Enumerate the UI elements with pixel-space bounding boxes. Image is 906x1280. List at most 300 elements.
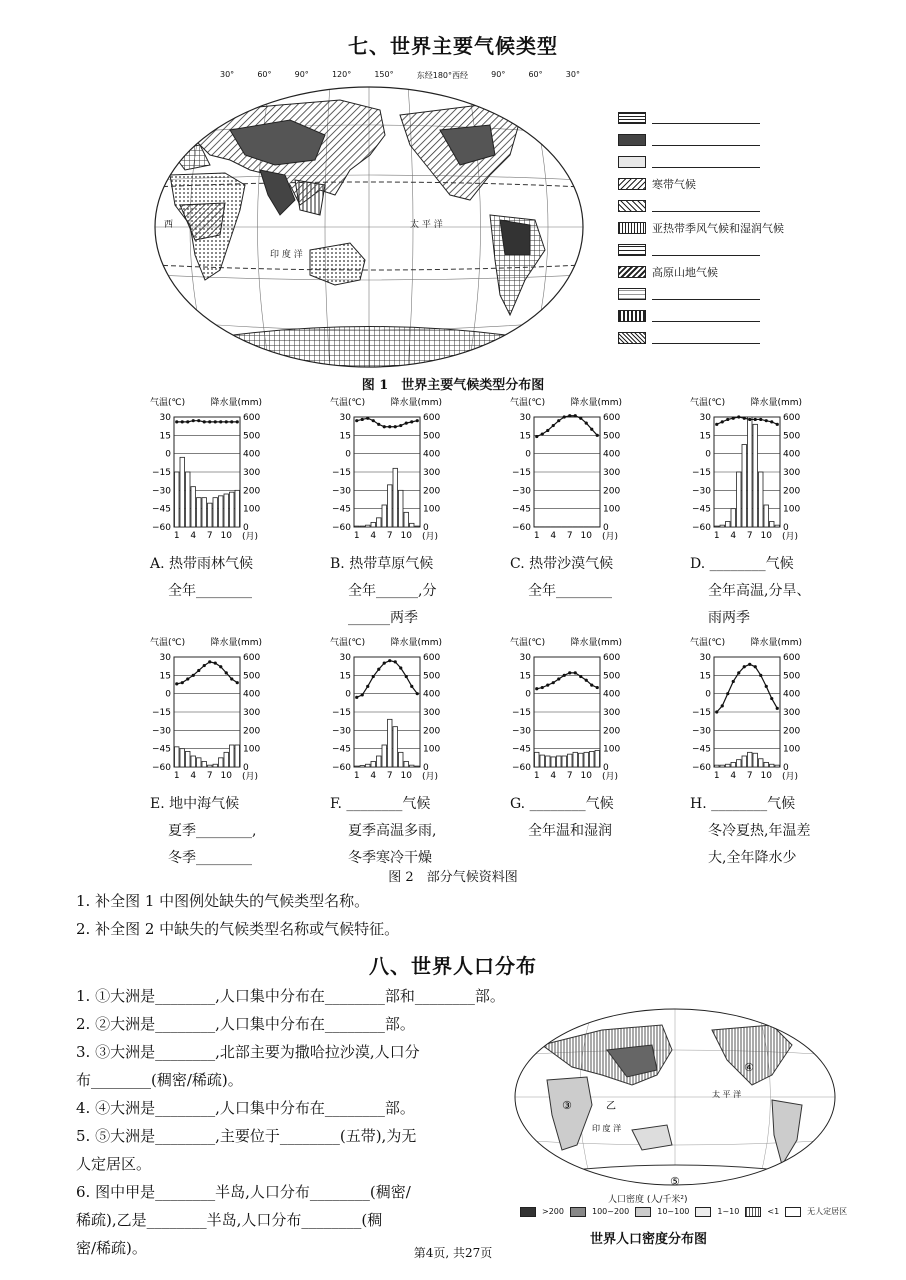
precip-tick: 400 [423,689,441,700]
legend-swatch [695,1207,711,1217]
temp-tick: −15 [152,708,171,718]
precip-bar [213,498,218,527]
precip-bar [753,753,758,767]
temp-tick: −60 [692,763,711,773]
precip-bar [753,424,758,527]
temp-point [394,425,397,428]
fig1-caption: 图 1 世界主要气候类型分布图 [361,378,545,393]
precip-bar [546,756,551,767]
temp-tick: 30 [699,653,711,663]
precip-bar [748,752,753,767]
temp-tick: −30 [152,486,171,497]
legend-label: 亚热带季风气候和湿润气候 [652,222,784,235]
month-tick: 10 [760,531,772,541]
fig2-caption: 图 2 部分气候资料图 [388,870,518,885]
temp-point [732,417,735,420]
precip-bar [742,445,747,528]
precip-bar [399,752,404,767]
temp-tick: 30 [159,653,171,663]
tick: 120° [331,70,352,79]
precip-tick: 300 [783,708,801,718]
precip-bar [404,762,409,768]
precip-bar [568,754,573,767]
temp-point [546,684,549,687]
legend-swatch [618,266,646,278]
precip-tick: 200 [423,486,441,497]
precip-bar [764,762,769,767]
precip-bar [759,472,764,527]
precip-tick: 500 [783,671,801,682]
precip-tick: 300 [603,468,621,478]
month-tick: 4 [550,771,557,781]
chart-feature-line: 全年高温,分旱、 [708,583,811,599]
legend-swatch [635,1207,651,1217]
precip-tick: 100 [423,744,441,755]
legend-swatch [618,178,646,190]
precip-bar [186,472,191,527]
precip-bar [759,759,764,767]
precip-axis-label: 降水量(mm) [570,398,622,408]
legend-label: 寒带气候 [652,178,696,191]
precip-bar [175,747,180,767]
temp-point [585,679,588,682]
precip-tick: 0 [423,763,429,773]
temp-tick: 0 [705,449,711,460]
legend-blank[interactable] [652,201,760,212]
precip-bar [360,766,365,767]
precip-tick: 300 [243,468,261,478]
month-tick: 10 [220,531,232,541]
precip-tick: 200 [603,486,621,497]
pop-legend-title: 人口密度 (人/千米²) [608,1195,688,1205]
precip-tick: 100 [783,504,801,515]
chart-feature-line: 冬季________ [168,850,252,866]
temp-point [388,659,391,662]
month-unit: (月) [422,532,439,542]
climate-chart-C [510,395,680,625]
map-longitude-ticks [220,70,580,81]
precip-tick: 0 [243,523,249,533]
map-label-4: ④ [744,1061,754,1074]
precip-bar [377,518,382,527]
precip-bar [737,760,742,767]
temp-point [236,681,239,684]
month-unit: (月) [602,772,619,782]
temp-tick: 0 [165,449,171,460]
chart-title: A. 热带雨林气候 [150,556,254,572]
month-tick: 7 [566,771,573,781]
legend-blank[interactable] [652,157,760,168]
temp-point [208,420,211,423]
temp-point [754,665,757,668]
month-tick: 1 [353,531,360,541]
precip-tick: 300 [603,708,621,718]
precip-tick: 500 [243,671,261,682]
temp-axis-label: 气温(℃) [690,398,726,408]
precip-bar [731,509,736,527]
temp-point [726,418,729,421]
temp-point [715,423,718,426]
temp-tick: 15 [159,671,171,682]
precip-bar [208,765,213,767]
temp-point [759,418,762,421]
month-tick: 7 [746,771,753,781]
tick: 东经180°西经 [416,71,469,80]
temp-point [361,693,364,696]
month-tick: 10 [580,531,592,541]
temp-tick: −45 [692,504,711,515]
precip-bar [579,753,584,767]
chart-feature-line: 冬季寒冷干燥 [348,850,432,866]
climate-chart-B [330,395,500,625]
map-label-5: ⑤ [670,1175,680,1188]
temp-tick: −60 [152,523,171,533]
precip-bar [197,498,202,527]
temp-point [765,419,768,422]
precip-tick: 300 [423,708,441,718]
chart-feature-line: 冬冷夏热,年温差 [708,823,811,839]
temp-tick: 0 [345,449,351,460]
precip-tick: 300 [783,468,801,478]
map-label-pacific-ocean: 太 平 洋 [410,220,443,230]
map-label-indian: 印 度 洋 [592,1124,622,1133]
task-1: 1. 补全图 1 中图例处缺失的气候类型名称。 [76,892,370,910]
precip-tick: 100 [243,504,261,515]
temp-tick: −30 [692,486,711,497]
temp-tick: 15 [519,431,531,442]
legend-swatch [785,1207,801,1217]
temp-point [737,671,740,674]
temp-axis-label: 气温(℃) [690,638,726,648]
temp-point [748,663,751,666]
precip-bar [726,522,731,528]
climate-chart-E [150,635,320,865]
precip-bar [224,752,229,767]
chart-caption [150,551,253,605]
precip-bar [219,758,224,767]
temp-point [388,425,391,428]
temp-tick: −60 [332,763,351,773]
precip-bar [410,523,415,527]
precip-tick: 0 [783,763,789,773]
question-line: 6. 图中甲是________半岛,人口分布________(稠密/ [76,1183,411,1201]
precip-bar [573,752,578,767]
precip-tick: 400 [243,449,261,460]
month-tick: 4 [730,771,737,781]
temp-tick: −45 [692,744,711,755]
tick: 30° [220,70,235,79]
temp-point [574,414,577,417]
chart-caption [690,551,810,632]
month-tick: 7 [206,531,213,541]
precip-axis-label: 降水量(mm) [570,638,622,648]
temp-point [175,420,178,423]
chart-feature-line: 全年________ [168,583,252,599]
precip-axis-label: 降水量(mm) [750,638,802,648]
temp-point [230,420,233,423]
temp-tick: 15 [159,431,171,442]
temp-point [197,419,200,422]
map-label-west: 西 [164,220,174,230]
month-tick: 10 [400,531,412,541]
temp-axis-label: 气温(℃) [510,638,546,648]
temp-point [355,419,358,422]
climate-chart-G [510,635,680,865]
temp-point [416,692,419,695]
temp-point [410,420,413,423]
temp-point [770,420,773,423]
temp-point [568,414,571,417]
question-line: 2. ②大洲是________,人口集中分布在________部。 [76,1015,415,1033]
temp-line [357,661,418,698]
temp-tick: −60 [512,523,531,533]
legend-swatch [618,222,646,234]
legend-blank[interactable] [652,245,760,256]
temp-tick: 0 [165,689,171,700]
chart-title: E. 地中海气候 [150,796,240,812]
population-map [512,1005,838,1190]
precip-tick: 500 [783,431,801,442]
temp-point [748,418,751,421]
precip-bar [775,765,780,767]
month-tick: 10 [580,771,592,781]
chart-caption [690,791,810,872]
question-line: 稀疏),乙是________半岛,人口分布________(稠 [76,1211,383,1229]
climate-map [150,75,588,373]
precip-tick: 600 [783,653,801,663]
precip-tick: 200 [783,486,801,497]
temp-tick: −45 [332,744,351,755]
temp-point [563,674,566,677]
chart-feature-line: 全年温和湿润 [528,823,612,839]
legend-blank[interactable] [652,113,760,124]
tick: 150° [374,70,394,79]
precip-bar [208,503,213,527]
chart-feature-line: 夏季________, [168,823,257,839]
precip-tick: 300 [243,708,261,718]
temp-tick: 15 [699,431,711,442]
month-tick: 7 [386,771,393,781]
precip-bar [415,526,420,527]
precip-bar [355,526,360,527]
temp-point [405,422,408,425]
temp-point [770,697,773,700]
precip-bar [219,496,224,527]
precip-axis-label: 降水量(mm) [750,398,802,408]
legend-blank[interactable] [652,289,760,300]
temp-line [177,421,238,422]
precip-bar [551,757,556,767]
temp-tick: −15 [332,468,351,478]
pop-legend [520,1206,847,1217]
legend-swatch [618,288,646,300]
temp-point [552,424,555,427]
temp-point [776,707,779,710]
temp-point [563,415,566,418]
section7-title: 七、世界主要气候类型 [348,34,558,58]
temp-axis-label: 气温(℃) [150,398,186,408]
precip-tick: 600 [423,413,441,423]
precip-tick: 200 [603,726,621,737]
climate-chart-F [330,635,500,865]
temp-tick: −45 [332,504,351,515]
temp-point [186,420,189,423]
temp-tick: −30 [332,726,351,737]
temp-point [399,424,402,427]
temp-line [177,662,238,684]
temp-tick: 30 [339,413,351,423]
precip-tick: 0 [603,763,609,773]
temp-point [181,420,184,423]
question-line: 3. ③大洲是________,北部主要为撒哈拉沙漠,人口分 [76,1043,420,1061]
temp-point [410,685,413,688]
temp-tick: 30 [339,653,351,663]
temp-point [579,675,582,678]
temp-line [717,664,778,712]
population-questions [76,982,505,1262]
temp-point [214,662,217,665]
chart-title: D. ________气候 [690,556,794,572]
temp-tick: 15 [339,431,351,442]
precip-bar [382,745,387,767]
temp-point [186,677,189,680]
precip-bar [377,756,382,767]
month-unit: (月) [422,772,439,782]
precip-tick: 200 [243,726,261,737]
temp-point [361,418,364,421]
temp-point [416,419,419,422]
precip-tick: 200 [423,726,441,737]
climate-charts [150,395,820,875]
temp-point [192,674,195,677]
temp-tick: −45 [152,504,171,515]
precip-tick: 100 [243,744,261,755]
precip-bar [213,764,218,767]
temp-point [203,420,206,423]
temp-point [355,696,358,699]
temp-tick: −30 [332,486,351,497]
temp-tick: −45 [152,744,171,755]
temp-point [721,420,724,423]
precip-tick: 600 [603,653,621,663]
precip-bar [366,764,371,767]
chart-caption [330,551,436,632]
chart-title: C. 热带沙漠气候 [510,556,614,572]
precip-tick: 100 [783,744,801,755]
legend-blank[interactable] [652,333,760,344]
precip-bar [388,719,393,767]
precip-bar [770,522,775,528]
temp-point [737,415,740,418]
month-tick: 1 [533,771,540,781]
temp-point [541,686,544,689]
climate-chart-H [690,635,860,865]
precip-axis-label: 降水量(mm) [390,638,442,648]
chart-feature-line: 大,全年降水少 [708,850,797,866]
month-tick: 4 [370,531,377,541]
precip-tick: 0 [423,523,429,533]
precip-tick: 200 [243,486,261,497]
temp-point [557,419,560,422]
map-label-3: ③ [562,1099,572,1112]
precip-bar [202,762,207,768]
precip-bar [557,756,562,767]
temp-point [743,417,746,420]
temp-point [590,428,593,431]
temp-axis-label: 气温(℃) [150,638,186,648]
temp-line [357,418,418,427]
chart-feature-line: 全年______,分 [348,583,437,599]
precip-bar [382,505,387,527]
precip-tick: 600 [243,413,261,423]
temp-tick: 15 [699,671,711,682]
legend-blank[interactable] [652,135,760,146]
temp-point [754,418,757,421]
precip-tick: 0 [783,523,789,533]
precip-bar [715,526,720,527]
month-tick: 1 [713,531,720,541]
temp-tick: −15 [692,708,711,718]
precip-tick: 400 [243,689,261,700]
precip-bar [191,756,196,767]
legend-swatch [618,332,646,344]
precip-bar [562,756,567,767]
temp-point [405,675,408,678]
temp-point [399,666,402,669]
temp-tick: 0 [525,449,531,460]
month-tick: 7 [746,531,753,541]
legend-swatch [618,310,646,322]
precip-tick: 100 [603,504,621,515]
precip-axis-label: 降水量(mm) [210,398,262,408]
temp-point [776,423,779,426]
precip-tick: 600 [423,653,441,663]
precip-tick: 500 [603,431,621,442]
month-tick: 7 [206,771,213,781]
question-line: 布________(稠密/稀疏)。 [76,1071,243,1089]
temp-tick: −45 [512,504,531,515]
legend-swatch [618,244,646,256]
temp-tick: 30 [699,413,711,423]
temp-point [230,677,233,680]
precip-tick: 400 [783,689,801,700]
legend-blank[interactable] [652,311,760,322]
temp-point [557,677,560,680]
section8-title: 八、世界人口分布 [369,954,537,978]
temp-point [743,665,746,668]
month-tick: 7 [386,531,393,541]
precip-bar [742,756,747,767]
temp-tick: −60 [152,763,171,773]
temp-point [535,435,538,438]
temp-axis-label: 气温(℃) [330,638,366,648]
precip-bar [764,505,769,527]
month-unit: (月) [242,532,259,542]
temp-tick: −30 [152,726,171,737]
temp-point [552,681,555,684]
precip-tick: 500 [243,431,261,442]
precip-bar [775,525,780,527]
temp-point [225,671,228,674]
precip-tick: 400 [603,689,621,700]
chart-caption [150,791,256,872]
legend-swatch [745,1207,761,1217]
task-2: 2. 补全图 2 中缺失的气候类型名称或气候特征。 [76,920,400,938]
question-line: 5. ⑤大洲是________,主要位于________(五带),为无 [76,1127,417,1145]
precip-bar [186,751,191,767]
precip-tick: 600 [783,413,801,423]
temp-point [590,684,593,687]
